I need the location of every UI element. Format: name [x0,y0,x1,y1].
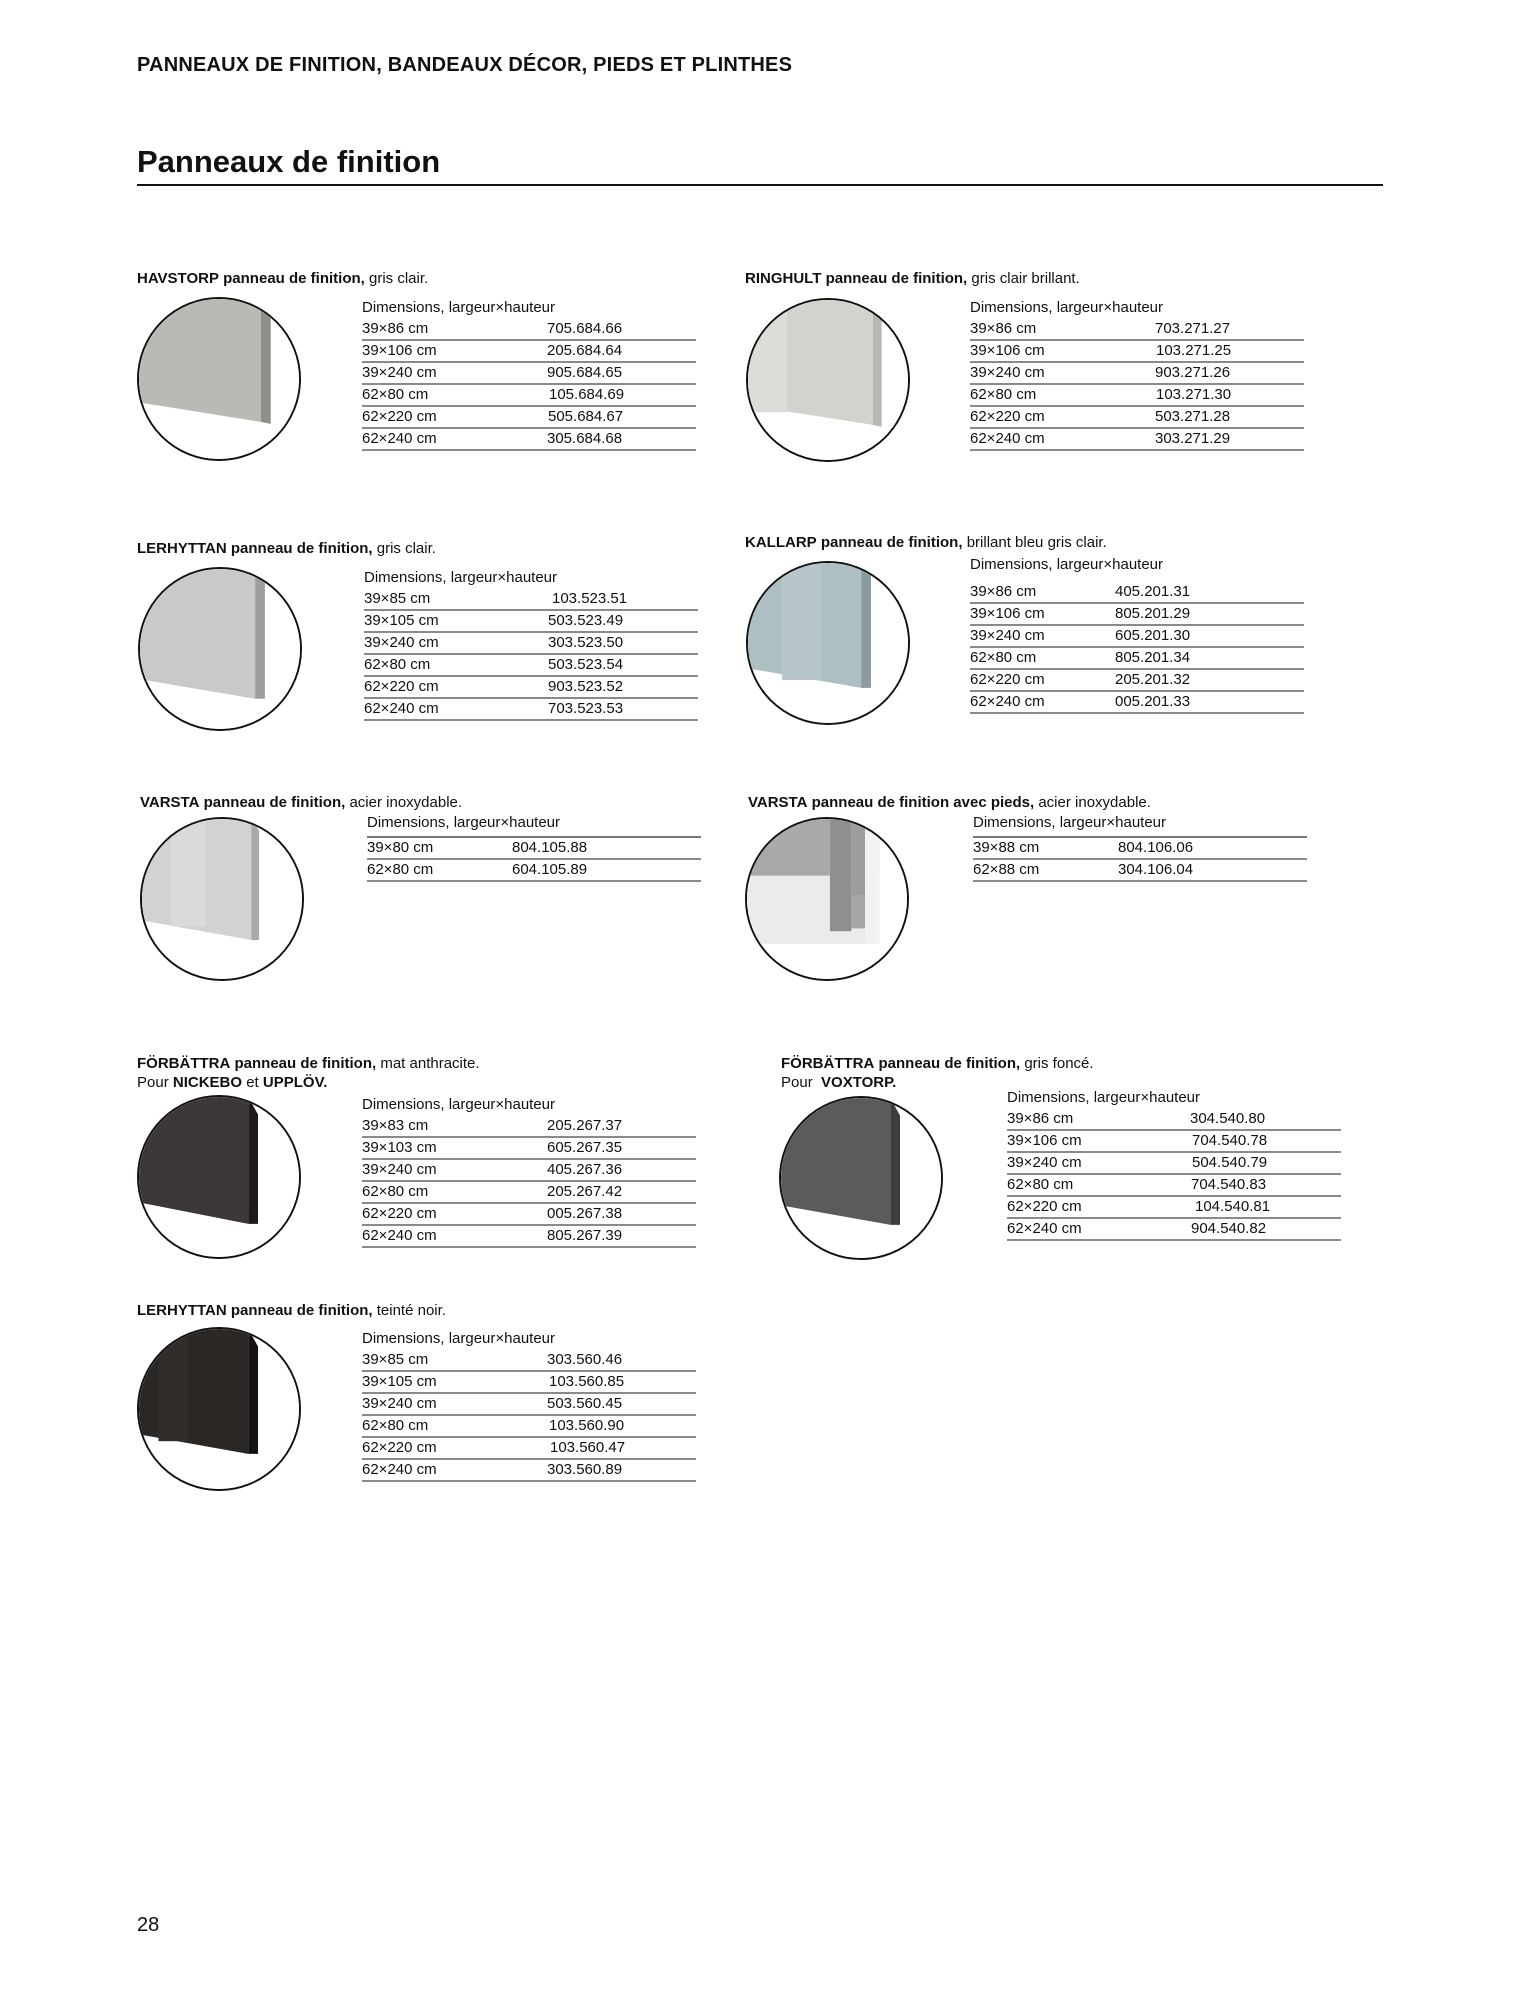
table-header: Dimensions, largeur×hauteur [1007,1089,1201,1106]
dimension-table-lerhyttan-noir [362,1328,696,1482]
table-row: 62×220 cm 103.560.47 [362,1438,696,1460]
page-title: Panneaux de finition [137,144,441,179]
table-row: 62×240 cm 303.271.29 [970,429,1304,451]
table-row: 39×106 cm 704.540.78 [1007,1131,1341,1153]
table-row: 62×80 cm 205.267.42 [362,1182,696,1204]
table-row: 62×88 cm 304.106.04 [973,860,1307,882]
product-image-varsta-pieds [745,817,909,981]
table-row: 62×220 cm 205.201.32 [970,670,1304,692]
table-row: 62×240 cm 904.540.82 [1007,1219,1341,1241]
product-compatibility: Pour VOXTORP. [781,1074,897,1091]
table-row: 62×220 cm 503.271.28 [970,407,1304,429]
table-header: Dimensions, largeur×hauteur [970,556,1164,573]
product-image-varsta [140,817,304,981]
table-row: 39×103 cm 605.267.35 [362,1138,696,1160]
table-header: Dimensions, largeur×hauteur [973,812,1307,838]
table-row: 62×80 cm 103.271.30 [970,385,1304,407]
table-row: 39×240 cm 504.540.79 [1007,1153,1341,1175]
table-row: 62×240 cm 805.267.39 [362,1226,696,1248]
table-row: 39×105 cm 103.560.85 [362,1372,696,1394]
product-image-forbattra-anthracite [137,1095,301,1259]
table-row: 62×220 cm 005.267.38 [362,1204,696,1226]
product-title: VARSTA panneau de finition, acier inoxydable. [140,794,463,811]
product-title: FÖRBÄTTRA panneau de finition, mat anthracite. [137,1055,480,1072]
product-title: VARSTA panneau de finition avec pieds, acier inoxydable. [748,794,1151,811]
table-header: Dimensions, largeur×hauteur [362,1096,556,1113]
table-row: 39×240 cm 605.201.30 [970,626,1304,648]
table-row: 62×240 cm 305.684.68 [362,429,696,451]
product-image-kallarp [746,561,910,725]
table-row: 62×80 cm 604.105.89 [367,860,701,882]
product-title: HAVSTORP panneau de finition, gris clair. [137,270,429,287]
table-header: Dimensions, largeur×hauteur [367,812,701,838]
product-image-forbattra-gris-fonce [779,1096,943,1260]
product-image-ringhult [746,298,910,462]
product-image-lerhyttan-gris [138,567,302,731]
product-title: KALLARP panneau de finition, brillant bleu gris clair. [745,534,1107,551]
section-header: PANNEAUX DE FINITION, BANDEAUX DÉCOR, PIEDS ET PLINTHES [137,54,793,76]
title-divider [137,184,1383,186]
dimension-table-havstorp [362,297,696,451]
table-row: 39×86 cm 705.684.66 [362,319,696,341]
product-title: RINGHULT panneau de finition, gris clair brillant. [745,270,1080,287]
product-compatibility: Pour NICKEBO et UPPLÖV. [137,1074,328,1091]
table-row: 62×220 cm 505.684.67 [362,407,696,429]
dimension-table-varsta [367,812,701,882]
dimension-table-kallarp [970,554,1304,714]
table-row: 39×240 cm 905.684.65 [362,363,696,385]
table-row: 39×88 cm 804.106.06 [973,838,1307,860]
dimension-table-forbattra-anthracite [362,1094,696,1248]
product-image-havstorp [137,297,301,461]
table-row: 39×106 cm 103.271.25 [970,341,1304,363]
table-row: 39×240 cm 903.271.26 [970,363,1304,385]
dimension-table-ringhult [970,297,1304,451]
table-row: 39×105 cm 503.523.49 [364,611,698,633]
table-row: 62×220 cm 903.523.52 [364,677,698,699]
product-image-lerhyttan-noir [137,1327,301,1491]
product-title: FÖRBÄTTRA panneau de finition, gris foncé. [781,1055,1094,1072]
page-number: 28 [137,1914,160,1936]
product-title: LERHYTTAN panneau de finition, gris clair. [137,540,436,557]
table-row: 39×240 cm 303.523.50 [364,633,698,655]
dimension-table-lerhyttan-gris [364,567,698,721]
table-row: 62×220 cm 104.540.81 [1007,1197,1341,1219]
table-row: 39×85 cm 303.560.46 [362,1350,696,1372]
table-row: 62×80 cm 105.684.69 [362,385,696,407]
table-row: 39×240 cm 503.560.45 [362,1394,696,1416]
table-header: Dimensions, largeur×hauteur [970,299,1164,316]
table-row: 39×86 cm 304.540.80 [1007,1109,1341,1131]
table-row: 62×240 cm 703.523.53 [364,699,698,721]
dimension-table-varsta-pieds [973,812,1307,882]
table-header: Dimensions, largeur×hauteur [362,299,556,316]
table-row: 62×80 cm 704.540.83 [1007,1175,1341,1197]
table-row: 39×80 cm 804.105.88 [367,838,701,860]
table-row: 62×80 cm 103.560.90 [362,1416,696,1438]
table-row: 62×80 cm 805.201.34 [970,648,1304,670]
table-header: Dimensions, largeur×hauteur [362,1330,556,1347]
table-row: 39×86 cm 703.271.27 [970,319,1304,341]
table-row: 62×80 cm 503.523.54 [364,655,698,677]
dimension-table-forbattra-gris-fonce [1007,1087,1341,1241]
product-title: LERHYTTAN panneau de finition, teinté noir. [137,1302,446,1319]
table-row: 62×240 cm 303.560.89 [362,1460,696,1482]
table-row: 39×240 cm 405.267.36 [362,1160,696,1182]
table-row: 39×106 cm 205.684.64 [362,341,696,363]
table-row: 39×83 cm 205.267.37 [362,1116,696,1138]
table-header: Dimensions, largeur×hauteur [364,569,558,586]
table-row: 62×240 cm 005.201.33 [970,692,1304,714]
table-row: 39×85 cm 103.523.51 [364,589,698,611]
table-row: 39×106 cm 805.201.29 [970,604,1304,626]
table-row: 39×86 cm 405.201.31 [970,582,1304,604]
